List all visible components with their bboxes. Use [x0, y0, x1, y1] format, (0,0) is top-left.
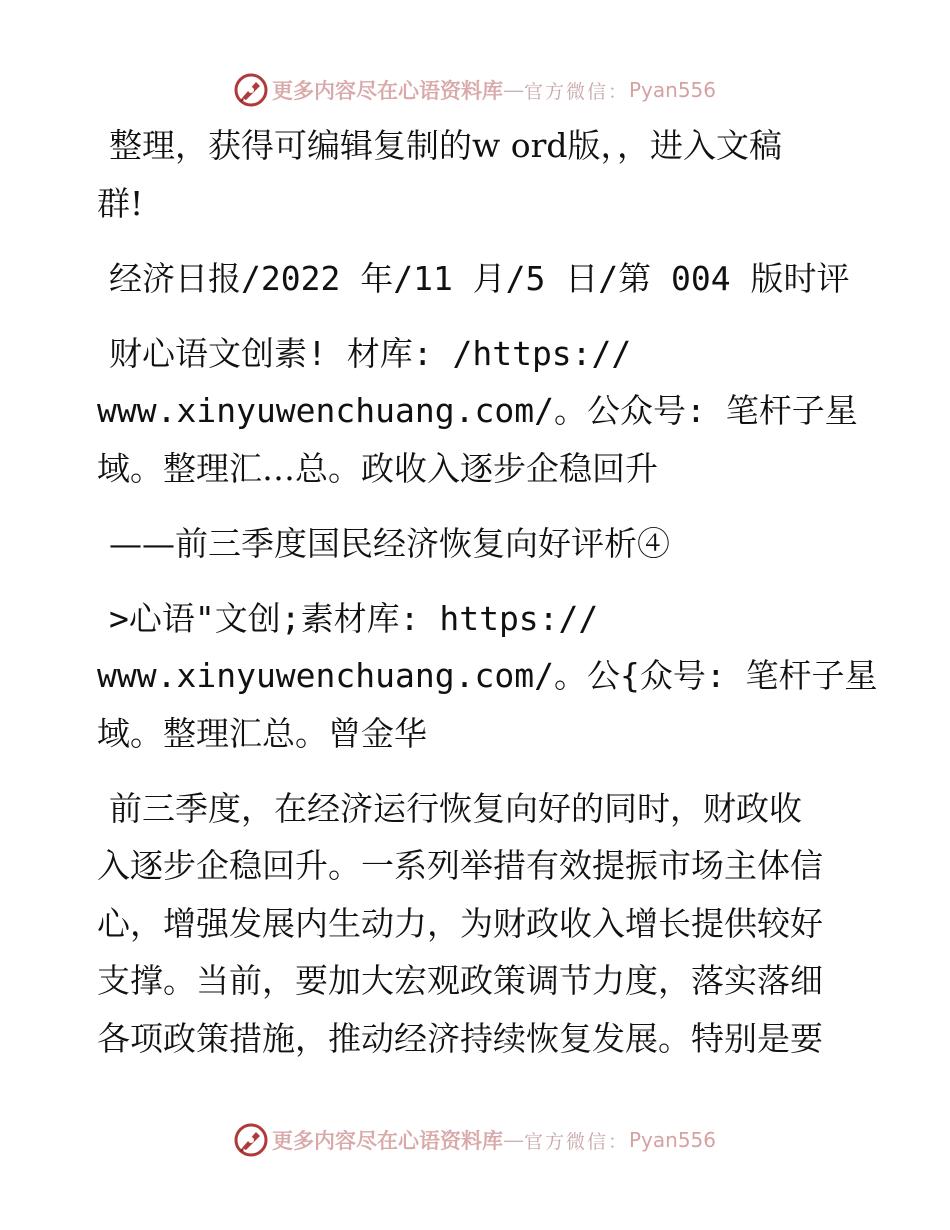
doc-line-7: ——前三季度国民经济恢复向好评析④: [109, 524, 670, 563]
banner-official-label: 官方微信：: [523, 80, 629, 103]
banner-brand-text: 更多内容尽在心语资料库: [271, 78, 503, 103]
doc-line-4: 财心语文创素! 材库: /https://: [109, 334, 632, 373]
doc-line-8: >心语"文创;素材库: https://: [109, 599, 599, 638]
pen-seal-logo-icon: [234, 1123, 268, 1157]
pen-seal-logo-icon: [234, 73, 268, 107]
doc-line-12: 入逐步企稳回升。一系列举措有效提振市场主体信: [97, 846, 823, 885]
doc-line-10: 域。整理汇总。曾金华: [97, 714, 427, 753]
doc-line-14: 支撑。当前，要加大宏观政策调节力度，落实落细: [97, 961, 823, 1000]
doc-line-2: 群!: [97, 184, 144, 223]
doc-line-11: 前三季度，在经济运行恢复向好的同时，财政收: [109, 789, 802, 828]
doc-line-1: 整理，获得可编辑复制的w ord版，，进入文稿: [109, 126, 783, 165]
banner-dash: —: [502, 78, 524, 102]
doc-line-5: www.xinyuwenchuang.com/。公众号: 笔杆子星: [97, 391, 858, 430]
banner-dash: —: [502, 1128, 524, 1152]
doc-line-6: 域。整理汇…总。政收入逐步企稳回升: [97, 449, 658, 488]
footer-banner: [0, 1118, 950, 1162]
banner-wechat-id: Pyan556: [629, 1128, 717, 1152]
banner-brand-text: 更多内容尽在心语资料库: [271, 1128, 503, 1153]
banner-official-label: 官方微信：: [523, 1130, 629, 1153]
doc-line-3: 经济日报/2022 年/11 月/5 日/第 004 版时评: [109, 259, 850, 298]
doc-line-13: 心，增强发展内生动力，为财政收入增长提供较好: [97, 904, 823, 943]
header-banner: [0, 68, 950, 112]
doc-line-9: www.xinyuwenchuang.com/。公{众号: 笔杆子星: [97, 656, 878, 695]
doc-line-15: 各项政策措施，推动经济持续恢复发展。特别是要: [97, 1019, 823, 1058]
banner-wechat-id: Pyan556: [629, 78, 717, 102]
